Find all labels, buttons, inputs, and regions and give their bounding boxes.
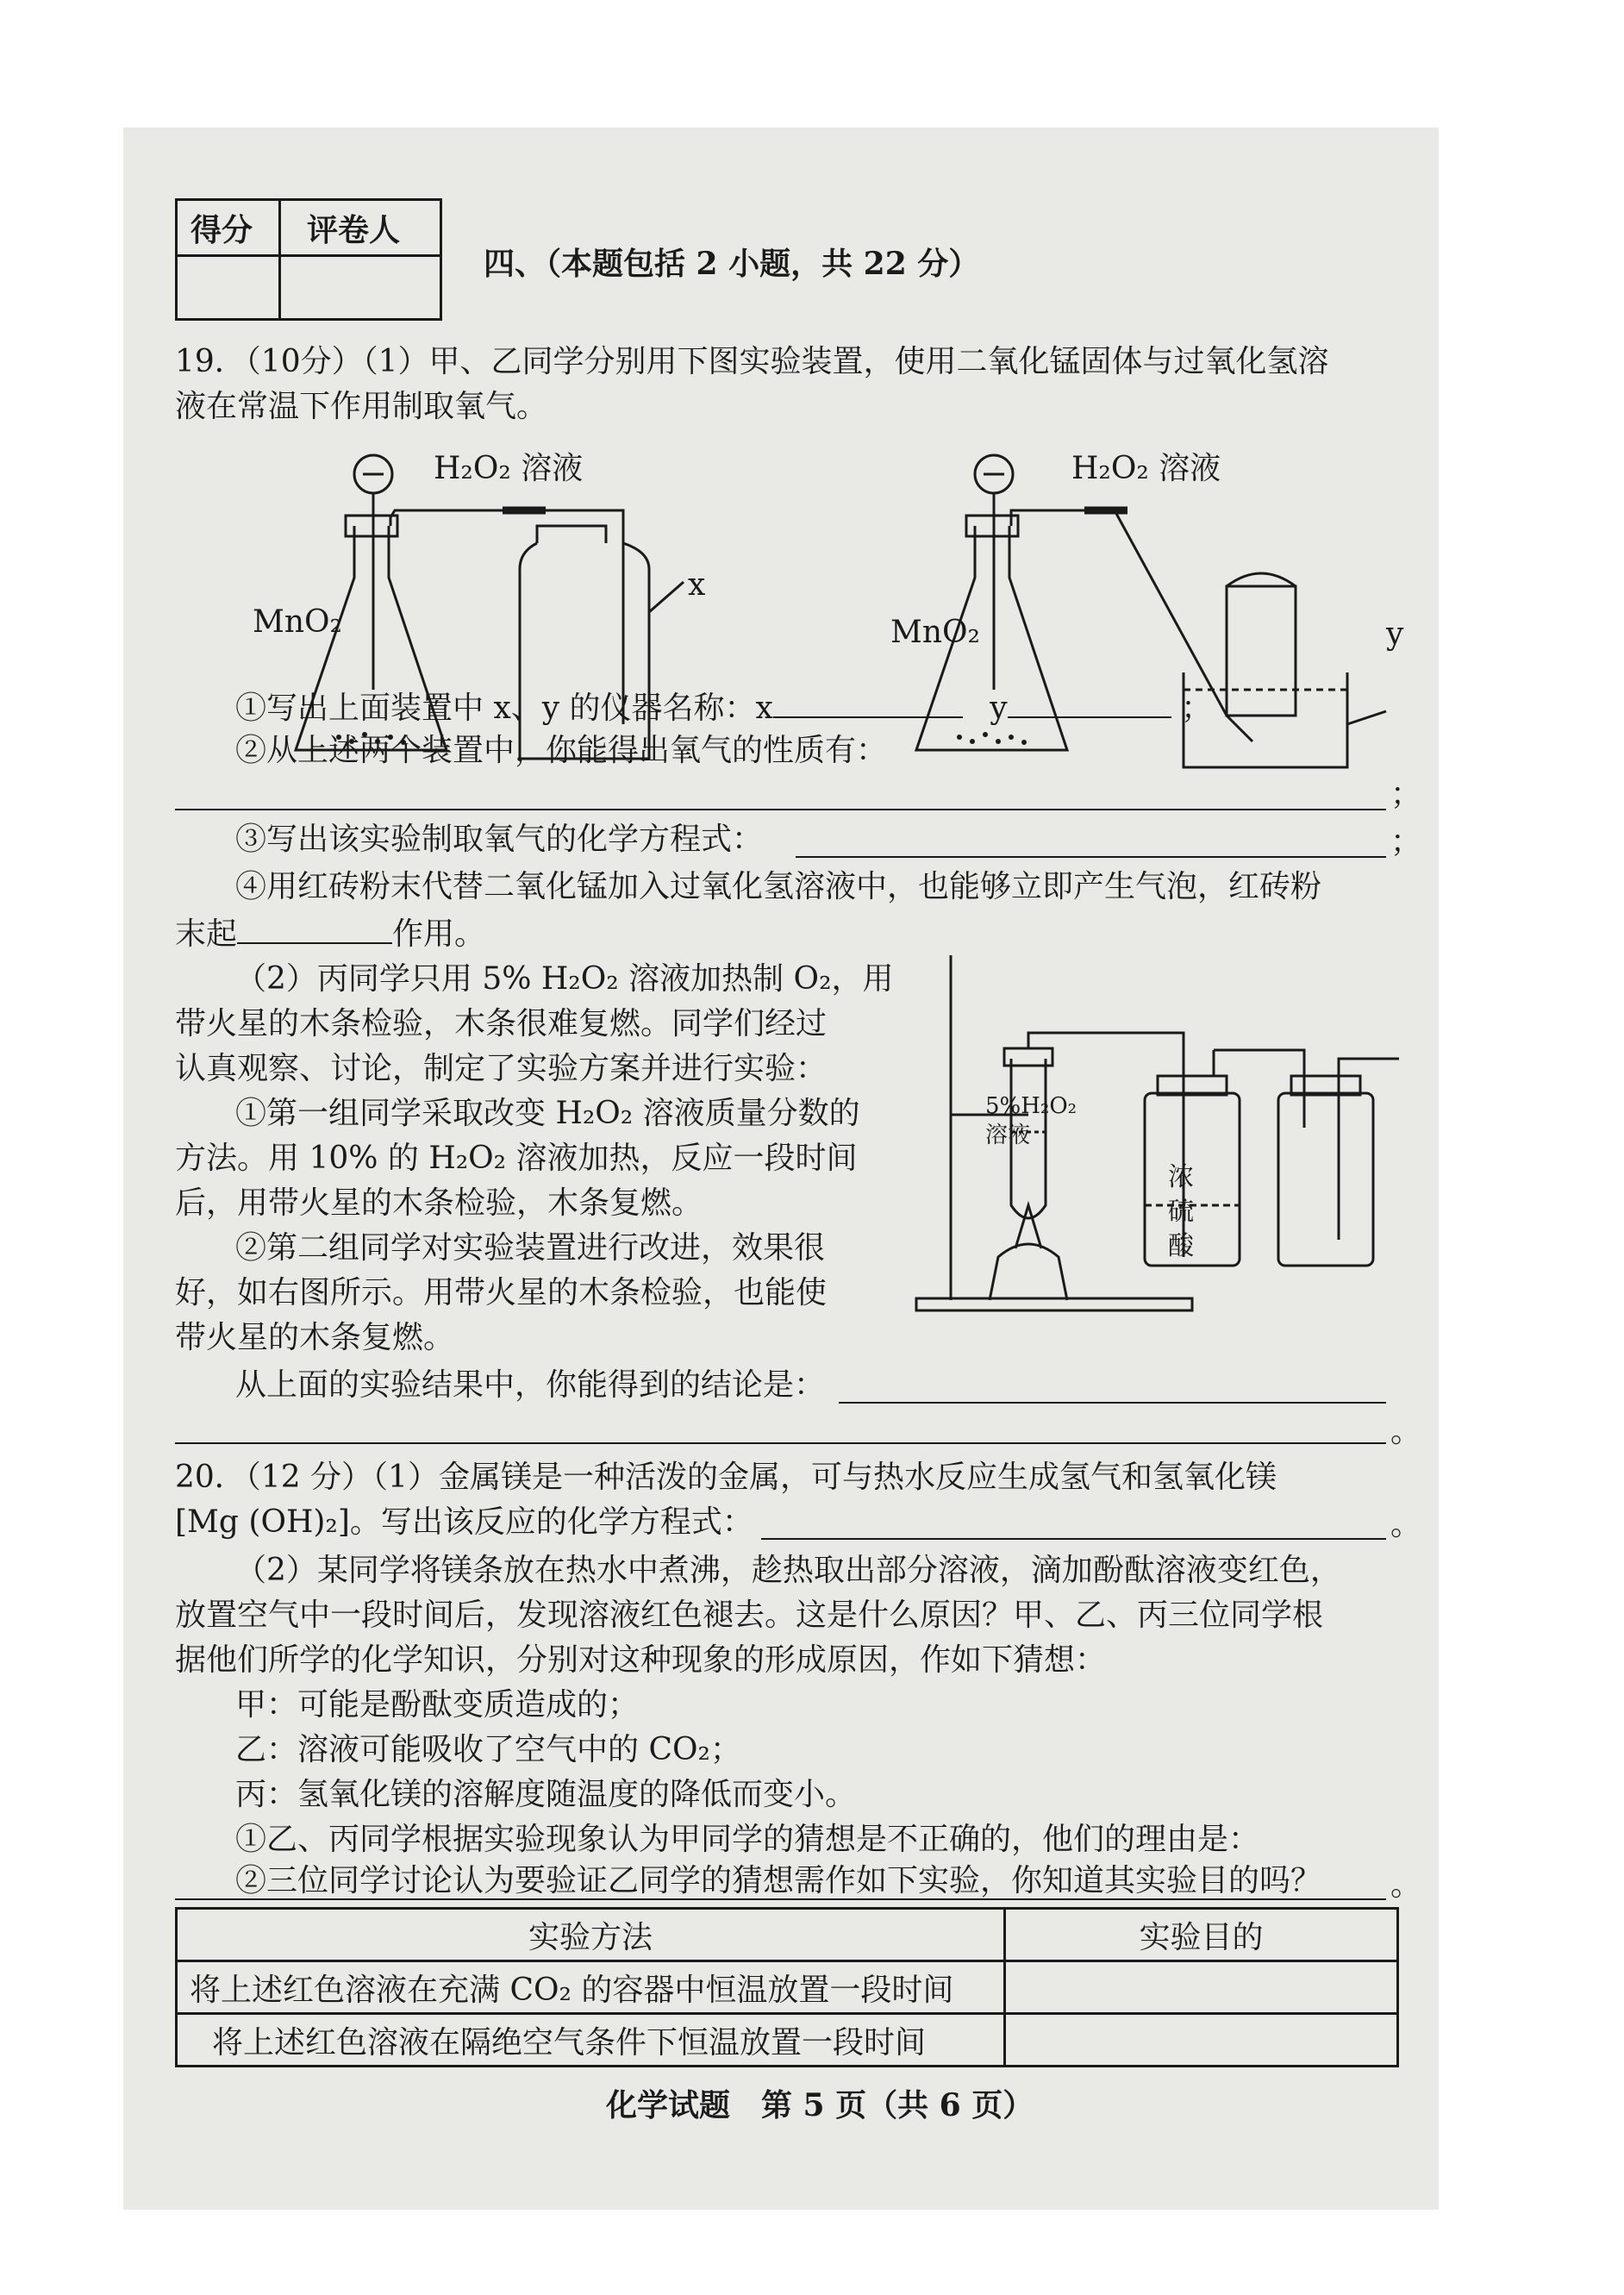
- q19-p2-line2: 带火星的木条检验，木条很难复燃。同学们经过: [175, 1006, 828, 1041]
- table-cell-method: 将上述红色溶液在隔绝空气条件下恒温放置一段时间: [177, 2014, 1005, 2067]
- q19-p2-line4: ①第一组同学采取改变 H₂O₂ 溶液质量分数的: [235, 1096, 860, 1131]
- q20-q2: ②三位同学讨论认为要验证乙同学的猜想需作如下实验，你知道其实验目的吗？: [235, 1863, 1322, 1898]
- q19-p2-line5: 方法。用 10% 的 H₂O₂ 溶液加热，反应一段时间: [175, 1141, 858, 1176]
- q19-conclusion: 从上面的实验结果中，你能得到的结论是：: [235, 1367, 826, 1403]
- q19-s2: ②从上述两个装置中，你能得出氧气的性质有：: [235, 733, 888, 768]
- score-label: 得分: [191, 212, 253, 248]
- answer-line-q19-conclusion-1[interactable]: [839, 1402, 1386, 1404]
- fig3-reagent-label: 5%H₂O₂ 溶液: [985, 1093, 1077, 1148]
- q20-line5: 据他们所学的化学知识，分别对这种现象的形成原因，作如下猜想：: [175, 1642, 1107, 1678]
- q19-intro-line1: 19．（10分）（1）甲、乙同学分别用下图实验装置，使用二氧化锰固体与过氧化氢溶: [175, 344, 1329, 379]
- table-cell-purpose[interactable]: [1005, 2014, 1398, 2067]
- table-header-row: [177, 1909, 1398, 1961]
- table-cell-method: 将上述红色溶液在充满 CO₂ 的容器中恒温放置一段时间: [177, 1961, 1005, 2014]
- table-header-method: 实验方法: [177, 1909, 1005, 1961]
- table-cell-purpose[interactable]: [1005, 1961, 1398, 2014]
- fig3-acid-label: 浓 硫 酸: [1168, 1162, 1194, 1261]
- table-row: [177, 1961, 1398, 2014]
- fig2-reagent-label: H₂O₂ 溶液: [1071, 451, 1221, 486]
- q19-s4-line2: 末起 作用。: [175, 910, 485, 957]
- q19-s1: ①写出上面装置中 x、y 的仪器名称：x y ；: [235, 684, 1212, 731]
- experiment-table: [175, 1907, 1399, 2067]
- exam-page: [123, 128, 1459, 2210]
- fig1-label-x: x: [688, 567, 706, 603]
- q20-line4: 放置空气中一段时间后，发现溶液红色褪去。这是什么原因？甲、乙、丙三位同学根: [175, 1598, 1324, 1633]
- answer-line-q19-s3[interactable]: [796, 856, 1386, 858]
- q19-s3: ③写出该实验制取氧气的化学方程式：: [235, 822, 764, 857]
- table-header-purpose: 实验目的: [1005, 1909, 1398, 1961]
- apparatus-figure-3: [899, 947, 1416, 1326]
- q20-q1: ①乙、丙同学根据实验现象认为甲同学的猜想是不正确的，他们的理由是：: [235, 1822, 1260, 1857]
- grader-label: 评卷人: [307, 212, 401, 248]
- fig1-solid-label: MnO₂: [253, 604, 342, 640]
- fig2-solid-label: MnO₂: [890, 615, 980, 650]
- q20-q1-end: 。: [1390, 1867, 1422, 1903]
- q19-p2-line8: 好，如右图所示。用带火星的木条检验，也能使: [175, 1275, 828, 1310]
- q19-s3-end: ；: [1390, 824, 1422, 860]
- q19-p2-line6: 后，用带火星的木条检验，木条复燃。: [175, 1185, 703, 1221]
- q19-p2-line1: （2）丙同学只用 5% H₂O₂ 溶液加热制 O₂，用: [235, 961, 894, 997]
- fig2-label-y: y: [1386, 616, 1404, 652]
- fig1-reagent-label: H₂O₂ 溶液: [434, 451, 584, 486]
- page-footer: 化学试题 第 5 页（共 6 页）: [606, 2087, 1034, 2123]
- q19-conclusion-end: 。: [1390, 1414, 1422, 1449]
- q20-guess-c: 丙：氢氧化镁的溶解度随温度的降低而变小。: [235, 1777, 857, 1812]
- q20-guess-b: 乙：溶液可能吸收了空气中的 CO₂；: [235, 1732, 741, 1767]
- q19-p2-line3: 认真观察、讨论，制定了实验方案并进行实验：: [175, 1051, 828, 1086]
- q20-line3: （2）某同学将镁条放在热水中煮沸，趁热取出部分溶液，滴加酚酞溶液变红色，: [235, 1553, 1341, 1588]
- q19-intro-line2: 液在常温下作用制取氧气。: [175, 389, 548, 424]
- q19-s4-line1: ④用红砖粉末代替二氧化锰加入过氧化氢溶液中，也能够立即产生气泡，红砖粉: [235, 869, 1322, 904]
- answer-line-q19-conclusion-2[interactable]: [175, 1442, 1386, 1444]
- section-title: 四、（本题包括 2 小题，共 22 分）: [484, 246, 980, 282]
- q19-p2-line9: 带火星的木条复燃。: [175, 1320, 455, 1355]
- q20-line2: [Mg (OH)₂]。写出该反应的化学方程式：: [175, 1504, 753, 1540]
- answer-line-q19-s2[interactable]: [175, 809, 1386, 810]
- table-row: [177, 2014, 1398, 2067]
- score-box: [175, 198, 442, 321]
- q19-s2-end: ；: [1390, 777, 1422, 812]
- q20-line2-end: 。: [1390, 1507, 1422, 1542]
- q20-guess-a: 甲：可能是酚酞变质造成的；: [235, 1687, 640, 1723]
- answer-line-q20-1[interactable]: [761, 1538, 1386, 1540]
- q20-line1: 20．（12 分）（1）金属镁是一种活泼的金属，可与热水反应生成氢气和氢氧化镁: [175, 1460, 1277, 1495]
- q19-p2-line7: ②第二组同学对实验装置进行改进，效果很: [235, 1230, 826, 1266]
